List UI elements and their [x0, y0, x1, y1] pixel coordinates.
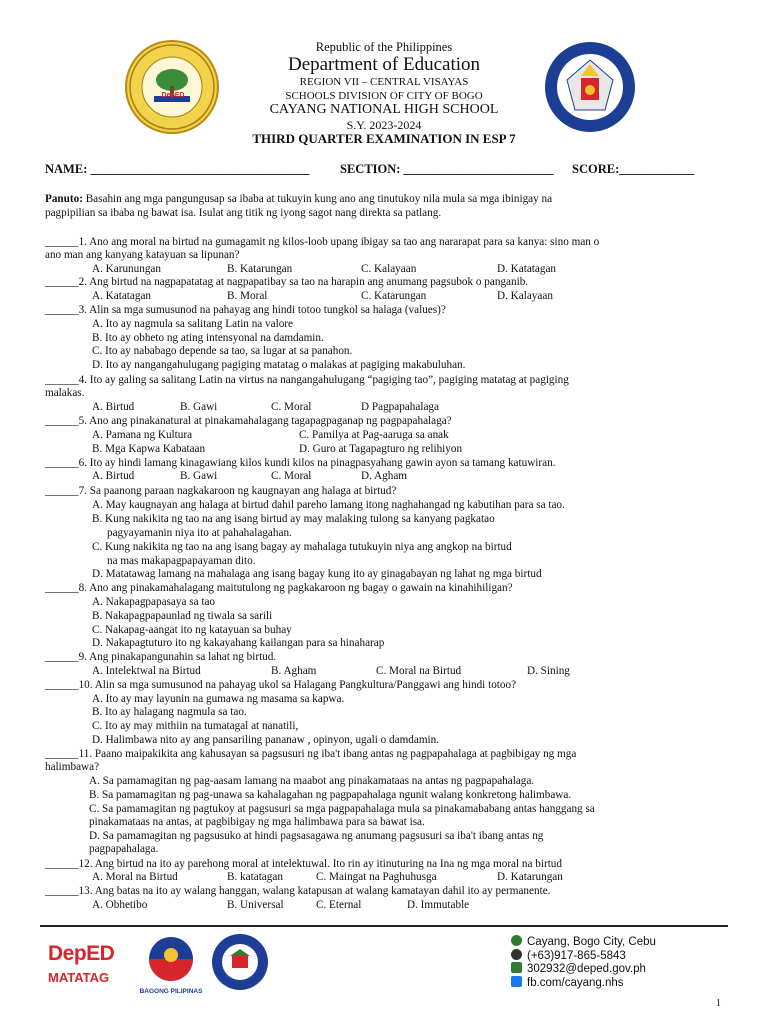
school-seal-logo [212, 934, 268, 990]
q5-option: D. Guro at Tagapagturo ng relihiyon [299, 443, 463, 455]
q7-option: A. May kaugnayan ang halaga at birtud dahil pareho lamang itong naghahangad ng kabutihan para sa tao. [92, 499, 565, 511]
question-4-stem: ______4. Ito ay galing sa salitang Latin na virtus na nangangahulugang “pagiging tao”, pagiging matatag at pagiging [45, 374, 569, 386]
q8-option: A. Nakapagpapasaya sa tao [92, 596, 216, 608]
question-11-stem: ______11. Paano maipakikita ang kahusayan sa pagsusuri ng iba't ibang antas ng pagpapahalaga at pagbibigay ng mga [45, 748, 577, 760]
question-2-stem: ______2. Ang birtud na nagpapatatag at nagpapatibay sa tao na harapin ang anumang pagsubok o panganib. [45, 276, 529, 288]
q5-option: B. Mga Kapwa Kabataan [92, 443, 206, 455]
q5-option: A. Pamana ng Kultura [92, 429, 193, 441]
q2-option: A. Katatagan [92, 290, 152, 302]
footer-divider [40, 925, 728, 927]
q9-option: B. Agham [271, 665, 317, 677]
q13-option: A. Obhetibo [92, 899, 148, 911]
header-department: Department of Education [287, 54, 481, 75]
q10-option: A. Ito ay may layunin na gumawa ng masama sa kapwa. [92, 693, 345, 705]
question-6-stem: ______6. Ito ay hindi lamang kinagawiang kilos kundi kilos na pinagpasyahang gawin ayon sa tamang katuwiran. [45, 457, 556, 469]
question-12-stem: ______12. Ang birtud na ito ay parehong moral at intelektuwal. Ito rin ay itinuturing na Ina ng mga moral na birtud [45, 858, 562, 870]
contact-email [511, 962, 646, 975]
q3-option: B. Ito ay obheto ng ating intensyonal na damdamin. [92, 332, 324, 344]
header-school-year: S.Y. 2023-2024 [346, 118, 422, 132]
q13-option: C. Eternal [316, 899, 362, 911]
q2-option: D. Kalayaan [497, 290, 553, 302]
q8-option: C. Nakapag-aangat ito ng katayuan sa buhay [92, 624, 292, 636]
q9-option: C. Moral na Birtud [376, 665, 462, 677]
q8-option: B. Nakapagpapaunlad ng tiwala sa sarili [92, 610, 273, 622]
q4-option: A. Birtud [92, 401, 135, 413]
bagong-pilipinas-emblem [145, 935, 197, 983]
phone-text: (+63)917-865-5843 [527, 950, 626, 962]
q6-option: B. Gawi [180, 470, 218, 482]
q10-option: B. Ito ay halagang nagmula sa tao. [92, 706, 247, 718]
q8-option: D. Nakapagtuturo ito ng kakayahang kailangan para sa hinaharap [92, 637, 385, 649]
q1-option: B. Katarungan [227, 263, 293, 275]
section-field[interactable]: SECTION: ________________________ [340, 162, 554, 176]
question-7-stem: ______7. Sa paanong paraan nagkakaroon ng kaugnayan ang halaga at birtud? [45, 485, 397, 497]
q3-option: D. Ito ay nangangahulugang pagiging matatag o malakas at pagiging makabuluhan. [92, 359, 466, 371]
q7-option-cont: na mas makapagpapayaman dito. [107, 555, 256, 567]
phone-icon [511, 949, 522, 960]
q6-option: C. Moral [271, 470, 312, 482]
contact-facebook[interactable] [511, 976, 624, 989]
email-text: 302932@deped.gov.ph [527, 963, 646, 975]
contact-phone [511, 949, 626, 962]
q3-option: C. Ito ay nababago depende sa tao, sa lugar at sa panahon. [92, 345, 353, 357]
instructions-text-1: Basahin ang mga pangungusap sa ibaba at tukuyin kung ano ang tinutukoy nila mula sa mga ibinigay na [82, 193, 553, 205]
address-text: Cayang, Bogo City, Cebu [527, 936, 656, 948]
question-5-stem: ______5. Ano ang pinakanatural at pinakamahalagang tagapagpaganap ng pagpapahalaga? [45, 415, 452, 427]
exam-title: THIRD QUARTER EXAMINATION IN ESP 7 [252, 131, 516, 146]
header-division: SCHOOLS DIVISION OF CITY OF BOGO [285, 90, 483, 102]
q11-option-cont: pinakamataas na antas, at pagbibigay ng mga halimbawa para sa bawat isa. [89, 816, 425, 828]
matatag-logo-text: MATATAG [48, 970, 110, 985]
q9-option: D. Sining [527, 665, 570, 677]
q1-option: D. Katatagan [497, 263, 557, 275]
q6-option: A. Birtud [92, 470, 135, 482]
q1-option: A. Karunungan [92, 263, 161, 275]
q12-option: C. Maingat na Paghuhusga [316, 871, 437, 883]
q7-option: B. Kung nakikita ng tao na ang isang birtud ay may malaking tulong sa kanyang pagkatao [92, 513, 495, 525]
question-1-stem-cont: ano man ang kanyang katayuan sa lipunan? [45, 249, 240, 261]
q10-option: D. Halimbawa nito ay ang pansariling pananaw , opinyon, ugali o damdamin. [92, 734, 440, 746]
q11-option: C. Sa pamamagitan ng pagtukoy at pagsusuri sa mga pagpapahalaga mula sa pinakamababang antas hanggang sa [89, 803, 595, 815]
header-region: REGION VII – CENTRAL VISAYAS [299, 76, 469, 88]
question-8-stem: ______8. Ano ang pinakamahalagang maitutulong ng pagkakaroon ng bagay o gawain na kinahihiligan? [45, 582, 513, 594]
question-13-stem: ______13. Ang batas na ito ay walang hanggan, walang katapusan at walang kamatayan dahil ito ay permanente. [45, 885, 551, 897]
instructions-label: Panuto: [45, 193, 83, 205]
q11-option-cont: pagpapahalaga. [89, 843, 159, 855]
q12-option: D. Katarungan [497, 871, 563, 883]
q13-option: D. Immutable [407, 899, 470, 911]
q12-option: B. katatagan [227, 871, 283, 883]
bagong-pilipinas-logo [134, 935, 208, 997]
deped-matatag-logo [48, 942, 126, 997]
bagong-pilipinas-text: BAGONG PILIPINAS [139, 988, 203, 995]
q12-option: A. Moral na Birtud [92, 871, 178, 883]
q9-option: A. Intelektwal na Birtud [92, 665, 201, 677]
q4-option: D Pagpapahalaga [361, 401, 439, 413]
q11-option: D. Sa pamamagitan ng pagsusuko at hindi pagsasagawa ng anumang pagsusuri sa iba't ibang antas ng [89, 830, 544, 842]
q2-option: B. Moral [227, 290, 268, 302]
q3-option: A. Ito ay nagmula sa salitang Latin na valore [92, 318, 293, 330]
school-seal-graphic [212, 934, 268, 990]
q11-option: B. Sa pamamagitan ng pag-unawa sa kahalagahan ng pagpapahalaga ngunit walang konkretong halimbawa. [89, 789, 572, 801]
instructions-line2: pagpipilian sa ibaba ng bawat isa. Isulat ang titik ng iyong sagot nang direkta sa patlang. [45, 207, 442, 219]
q2-option: C. Katarungan [361, 290, 427, 302]
score-field[interactable]: SCORE:____________ [572, 162, 695, 176]
q7-option: C. Kung nakikita ng tao na ang isang bagay ay mahalaga tutukuyin niya ang angkop na birtud [92, 541, 512, 553]
q4-option: C. Moral [271, 401, 312, 413]
q13-option: B. Universal [227, 899, 284, 911]
deped-logo-text: DepED [48, 942, 115, 965]
name-field[interactable]: NAME: ___________________________________ [45, 162, 310, 176]
q7-option-cont: pagyayamanin niya ito at pahahalagahan. [107, 527, 292, 539]
q6-option: D. Agham [361, 470, 407, 482]
q10-option: C. Ito ay may mithiin na tumatagal at nanatili, [92, 720, 299, 732]
question-10-stem: ______10. Alin sa mga sumusunod na pahayag ukol sa Halagang Pangkultura/Panggawi ang hindi totoo? [45, 679, 517, 691]
q4-option: B. Gawi [180, 401, 218, 413]
q1-option: C. Kalayaan [361, 263, 417, 275]
header-school: CAYANG NATIONAL HIGH SCHOOL [269, 102, 499, 117]
q11-option: A. Sa pamamagitan ng pag-aasam lamang na maabot ang pinakamataas na antas ng pagpapahalaga. [89, 775, 535, 787]
question-1-stem: ______1. Ano ang moral na birtud na gumagamit ng kilos-loob upang ibigay sa tao ang nararapat para sa kanya: sino man o [45, 236, 600, 248]
question-11-stem-cont: halimbawa? [45, 761, 100, 773]
contact-address [511, 935, 656, 948]
seal-center-label: DepED [161, 92, 185, 99]
question-9-stem: ______9. Ang pinakapangunahin sa lahat ng birtud. [45, 651, 277, 663]
q7-option: D. Matatawag lamang na mahalaga ang isang bagay kung ito ay ginagabayan ng lahat ng mga birtud [92, 568, 542, 580]
page-number: 1 [716, 998, 721, 1009]
question-3-stem: ______3. Alin sa mga sumusunod na pahayag ang hindi totoo tungkol sa halaga (values)? [45, 304, 446, 316]
email-icon [511, 962, 522, 973]
facebook-icon [511, 976, 522, 987]
facebook-text[interactable]: fb.com/cayang.nhs [527, 977, 624, 989]
q5-option: C. Pamilya at Pag-aaruga sa anak [299, 429, 449, 441]
location-icon [511, 935, 522, 946]
instructions-line1 [45, 193, 725, 206]
question-4-stem-cont: malakas. [45, 387, 85, 399]
header-republic: Republic of the Philippines [315, 40, 453, 54]
